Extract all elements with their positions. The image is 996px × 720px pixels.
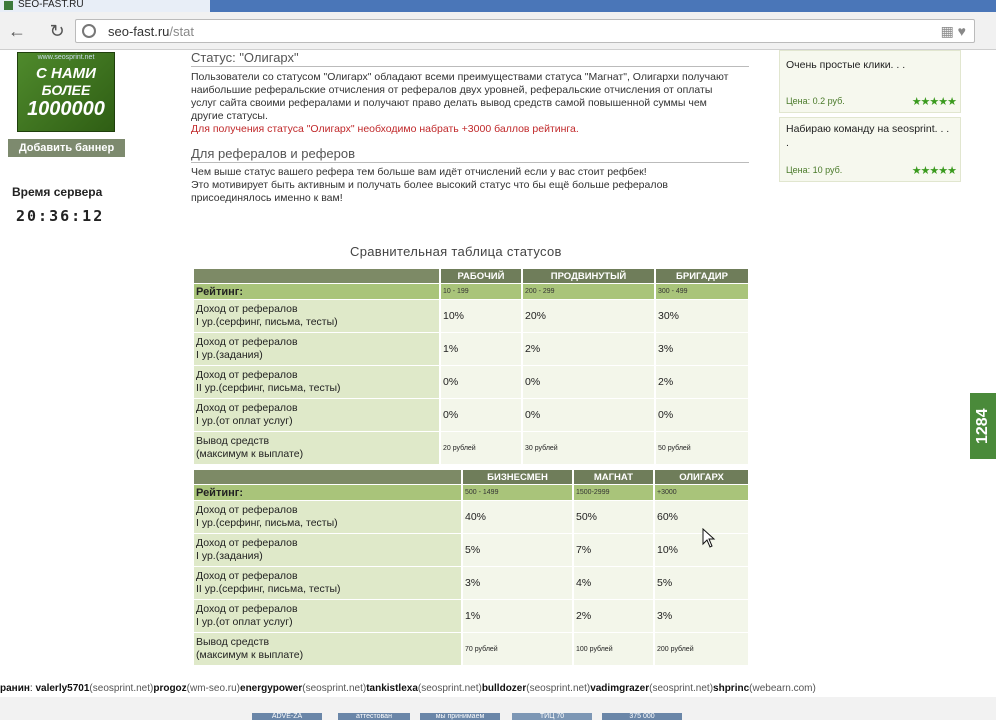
main-content — [191, 50, 751, 205]
refs-text-1: Чем выше статус вашего рефера тем больше вам идёт отчислений если у вас стоит рефбек! — [191, 166, 647, 178]
ticker-site: (seosprint.net) — [302, 683, 367, 694]
column-header: БРИГАДИР — [656, 269, 748, 283]
reload-icon[interactable]: ↻ — [49, 21, 65, 41]
column-header: МАГНАТ — [574, 470, 653, 484]
ticker-user[interactable]: vadimgrazer — [590, 683, 650, 694]
footer-badge[interactable]: мы принимаем — [420, 713, 500, 720]
compare-table-title: Сравнительная таблица статусов — [350, 244, 562, 259]
address-bar[interactable] — [75, 19, 975, 43]
ticker-user[interactable]: ранин — [0, 683, 30, 694]
server-time: 20:36:12 — [16, 207, 105, 225]
ticker-separator: : — [29, 683, 36, 694]
table-header-row — [194, 470, 748, 484]
ticker-user[interactable]: tankistlexa — [366, 683, 418, 694]
column-header: БИЗНЕСМЕН — [463, 470, 572, 484]
ticker-site: (webearn.com) — [749, 683, 816, 694]
ticker-user[interactable]: shprinc — [713, 683, 750, 694]
globe-icon — [82, 24, 96, 38]
ticker-user[interactable]: progoz — [153, 683, 187, 694]
ad-box-1[interactable] — [779, 50, 961, 113]
browser-toolbar — [0, 12, 996, 50]
rating-row: Рейтинг: 10 - 199 200 - 299 300 - 499 — [194, 284, 748, 299]
ad-price: Цена: 0.2 руб. — [786, 96, 845, 106]
column-header: РАБОЧИЙ — [441, 269, 521, 283]
refs-title: Для рефералов и реферов — [191, 146, 749, 163]
add-banner-button[interactable]: Добавить баннер — [8, 139, 125, 157]
back-icon[interactable]: ← — [8, 21, 26, 41]
ticker-site: (seosprint.net) — [417, 683, 482, 694]
ad-box-2[interactable] — [779, 117, 961, 182]
tab-title: SEO-FAST.RU — [18, 0, 84, 10]
favicon-icon — [4, 1, 13, 10]
status-requirement: Для получения статуса "Олигарх" необходимо набрать +3000 баллов рейтинга. — [191, 123, 579, 135]
promo-banner[interactable]: www.seosprint.net С НАМИ БОЛЕЕ 1000000 — [17, 52, 115, 132]
bookmark-icon[interactable]: ▦ ♥ — [940, 23, 966, 39]
online-counter[interactable]: 1284 — [970, 393, 996, 459]
table-row: Доход от рефералов I ур.(от оплат услуг) 0% 0% 0% — [194, 399, 748, 431]
ticker-user[interactable]: energypower — [240, 683, 303, 694]
footer-badge[interactable]: ADVE-ZA — [252, 713, 322, 720]
ticker-site: (seosprint.net) — [89, 683, 154, 694]
table-row: Доход от рефералов II ур.(серфинг, письма, тесты) 3% 4% 5% — [194, 567, 748, 599]
browser-tab[interactable] — [0, 0, 210, 12]
ad-text[interactable]: Набираю команду на seosprint. . . . — [786, 123, 950, 149]
table-row: Доход от рефералов I ур.(серфинг, письма, тесты) 10% 20% 30% — [194, 300, 748, 332]
table-row: Доход от рефералов I ур.(задания) 1% 2% 3% — [194, 333, 748, 365]
table-row: Доход от рефералов I ур.(от оплат услуг) 1% 2% 3% — [194, 600, 748, 632]
table-row: Вывод средств (максимум к выплате) 20 рублей 30 рублей 50 рублей — [194, 432, 748, 464]
ticker-user[interactable]: valerly5701 — [35, 683, 90, 694]
footer-badge[interactable]: ТИЦ 70 — [512, 713, 592, 720]
ticker-site: (seosprint.net) — [526, 683, 591, 694]
address-url: seo-fast.ru/stat — [108, 24, 194, 39]
status-title: Статус: "Олигарх" — [191, 50, 749, 67]
mouse-cursor-icon — [702, 528, 716, 548]
table-row: Доход от рефералов II ур.(серфинг, письма, тесты) 0% 0% 2% — [194, 366, 748, 398]
browser-tab-bar — [0, 0, 996, 12]
status-table-2 — [192, 469, 750, 666]
table-row: Доход от рефералов I ур.(серфинг, письма, тесты) 40% 50% 60% — [194, 501, 748, 533]
ticker-user[interactable]: bulldozer — [481, 683, 527, 694]
ticker-site: (seosprint.net) — [649, 683, 714, 694]
column-header: ОЛИГАРХ — [655, 470, 748, 484]
table-header-row — [194, 269, 748, 283]
ad-text[interactable]: Очень простые клики. . . — [786, 59, 906, 71]
footer-badge[interactable]: аттестован — [338, 713, 410, 720]
status-description: Пользователи со статусом "Олигарх" обладают всеми преимуществами статуса "Магнат", Олигархи получают наибольшие реферальские отчисления от рефералов двух уровней, реферальские отчисления от оплаты услуг сайта своими рефералами и получают право делать вывод средств самой повышенной суммы чем другие статусы. — [191, 71, 729, 122]
footer-badge[interactable]: 375 000 — [602, 713, 682, 720]
status-table-1 — [192, 268, 750, 465]
refs-text-2: Это мотивирует быть активным и получать более высокий статус что бы ещё больше рефералов присоединялось именно к вам! — [191, 179, 669, 204]
table-row: Вывод средств (максимум к выплате) 70 рублей 100 рублей 200 рублей — [194, 633, 748, 665]
server-time-label: Время сервера — [12, 185, 103, 199]
rating-stars-icon: ★★★★★ — [911, 165, 956, 177]
user-ticker — [0, 682, 996, 696]
ticker-site: (wm-seo.ru) — [186, 683, 241, 694]
rating-stars-icon: ★★★★★ — [911, 96, 956, 108]
table-row: Доход от рефералов I ур.(задания) 5% 7% 10% — [194, 534, 748, 566]
ad-price: Цена: 10 руб. — [786, 165, 843, 175]
rating-row: Рейтинг: 500 - 1499 1500-2999 +3000 — [194, 485, 748, 500]
column-header: ПРОДВИНУТЫЙ — [523, 269, 654, 283]
